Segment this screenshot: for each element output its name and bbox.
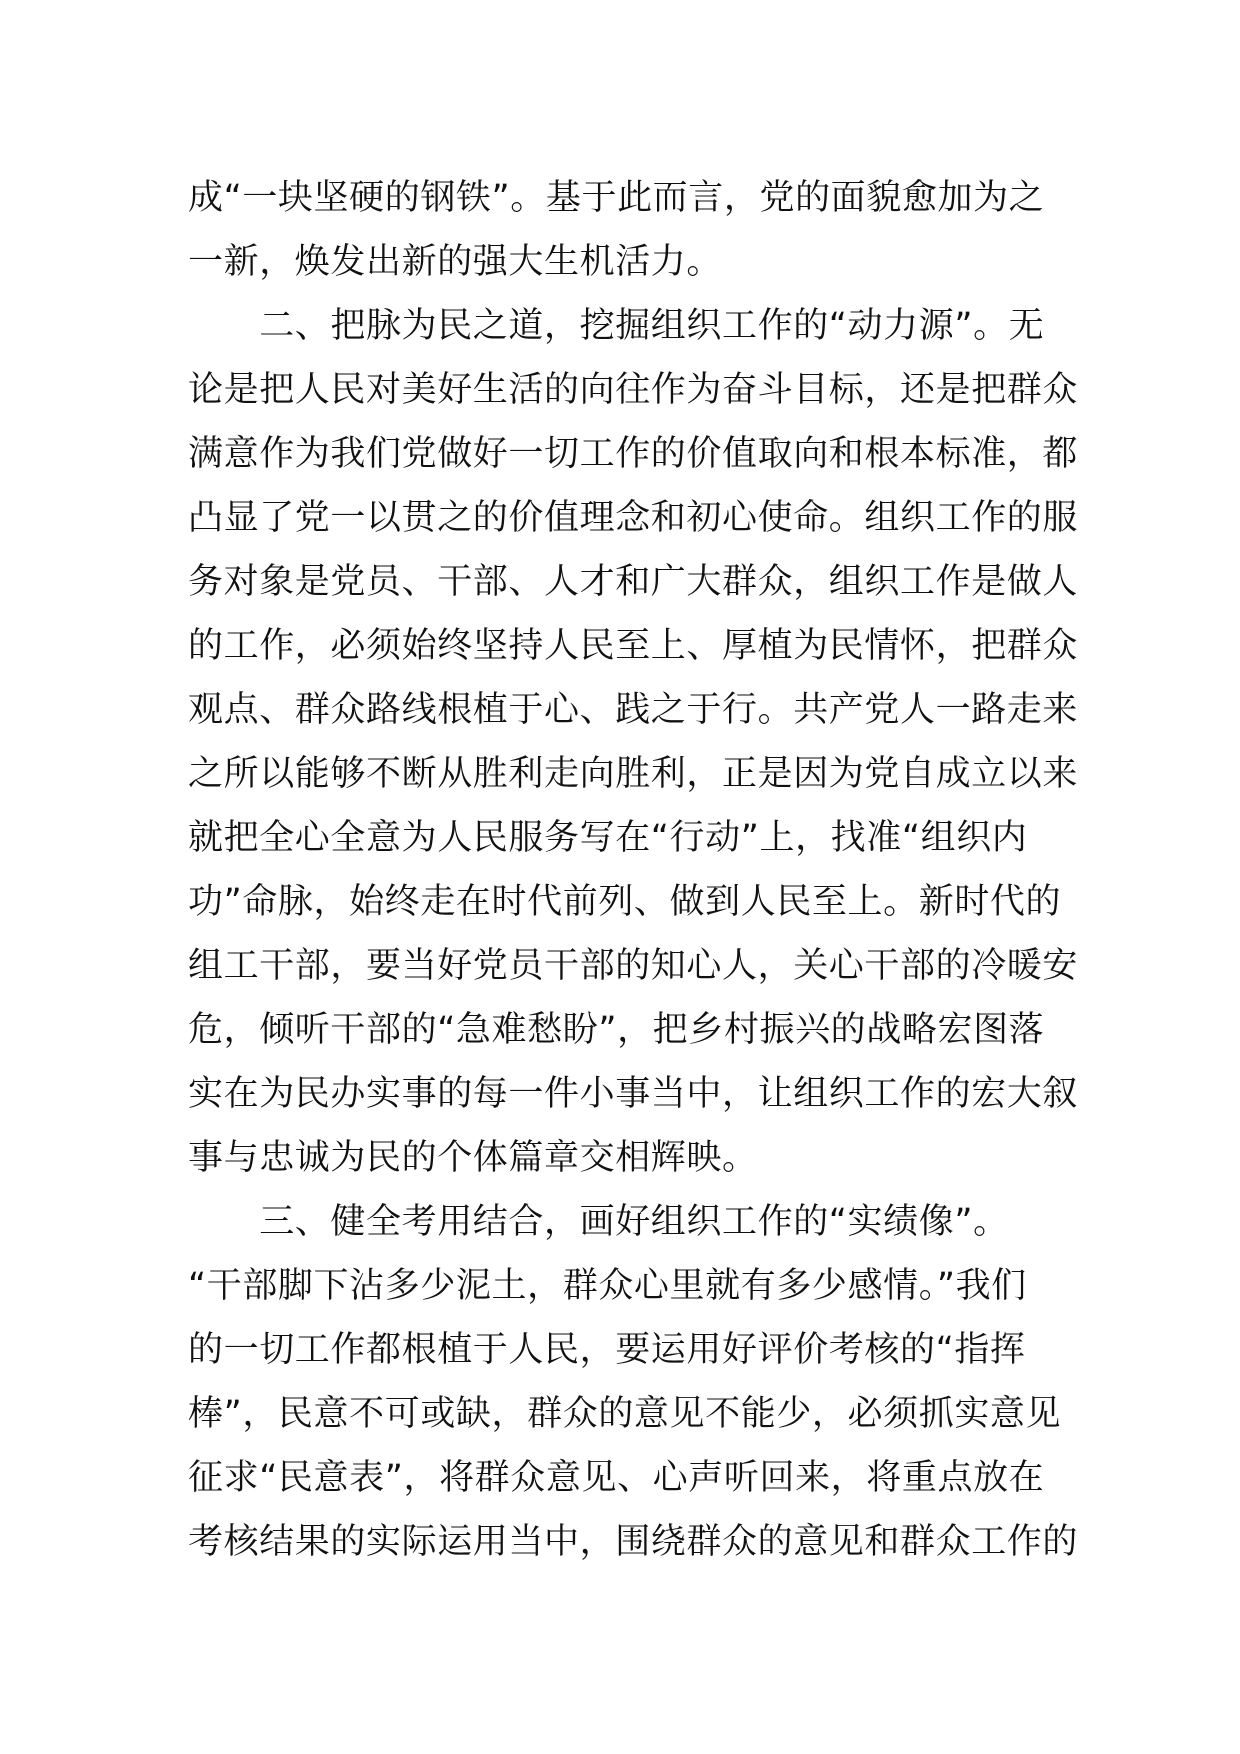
text-line: 的一切工作都根植于人民，要运用好评价考核的“指挥 [188, 1330, 1026, 1370]
text-line: 实在为民办实事的每一件小事当中，让组织工作的宏大叙 [188, 1074, 1079, 1114]
text-line: 之所以能够不断从胜利走向胜利，正是因为党自成立以来 [188, 754, 1079, 794]
text-line: 成“一块坚硬的钢铁”。基于此而言，党的面貌愈加为之 [188, 178, 1045, 218]
text-line: 事与忠诚为民的个体篇章交相辉映。 [188, 1138, 758, 1178]
body-text [188, 166, 1079, 1574]
text-line: 的工作，必须始终坚持人民至上、厚植为民情怀，把群众 [188, 626, 1079, 666]
text-line: “干部脚下沾多少泥土，群众心里就有多少感情。”我们 [188, 1266, 1027, 1306]
text-line: 组工干部，要当好党员干部的知心人，关心干部的冷暖安 [188, 946, 1079, 986]
text-line: 观点、群众路线根植于心、践之于行。共产党人一路走来 [188, 690, 1079, 730]
text-line: 二、把脉为民之道，挖掘组织工作的“动力源”。无 [188, 306, 1045, 346]
text-line: 一新，焕发出新的强大生机活力。 [188, 242, 723, 282]
text-line: 棒”，民意不可或缺，群众的意见不能少，必须抓实意见 [188, 1394, 1062, 1434]
text-line: 功”命脉，始终走在时代前列、做到人民至上。新时代的 [188, 882, 1062, 922]
text-line: 论是把人民对美好生活的向往作为奋斗目标，还是把群众 [188, 370, 1079, 410]
text-line: 就把全心全意为人民服务写在“行动”上，找准“组织内 [188, 818, 1028, 858]
text-line: 满意作为我们党做好一切工作的价值取向和根本标准，都 [188, 434, 1079, 474]
text-line: 凸显了党一以贯之的价值理念和初心使命。组织工作的服 [188, 498, 1079, 538]
text-line: 三、健全考用结合，画好组织工作的“实绩像”。 [188, 1202, 1009, 1242]
text-line: 危，倾听干部的“急难愁盼”，把乡村振兴的战略宏图落 [188, 1010, 1045, 1050]
text-line: 征求“民意表”，将群众意见、心声听回来，将重点放在 [188, 1458, 1045, 1498]
text-line: 务对象是党员、干部、人才和广大群众，组织工作是做人 [188, 562, 1079, 602]
text-line: 考核结果的实际运用当中，围绕群众的意见和群众工作的 [188, 1522, 1079, 1562]
